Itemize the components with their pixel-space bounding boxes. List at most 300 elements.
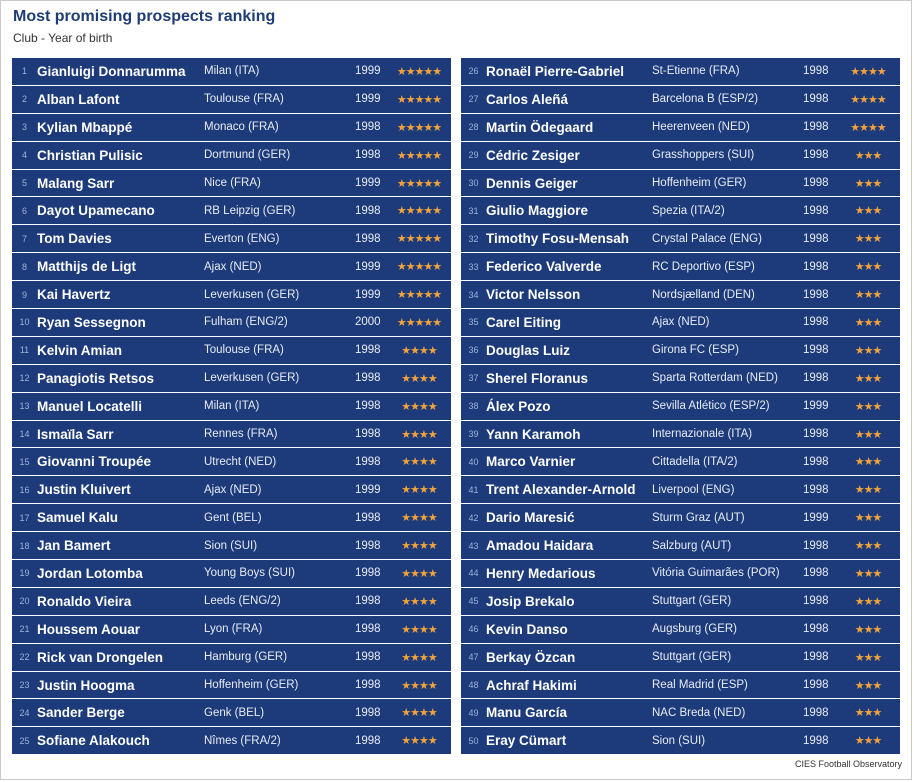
player-club: Stuttgart (GER) [652,595,732,608]
page-title: Most promising prospects ranking [13,8,276,25]
player-rank: 31 [468,205,479,216]
player-birth-year: 1998 [803,372,829,385]
player-name: Kylian Mbappé [37,119,133,135]
player-row [12,197,451,224]
player-birth-year: 1999 [803,400,829,413]
player-birth-year: 1999 [803,511,829,524]
player-club: Sion (SUI) [652,734,706,747]
star-rating-icon: ★★★★★ [396,121,442,134]
player-name: Cédric Zesiger [486,147,580,163]
player-club: Grasshoppers (SUI) [652,149,755,162]
player-row [12,672,451,699]
player-club: Milan (ITA) [204,65,260,78]
player-name: Eray Cümart [486,733,567,749]
star-rating-icon: ★★★★ [401,707,437,720]
player-rank: 34 [468,289,479,300]
player-birth-year: 1999 [355,177,381,189]
player-birth-year: 1998 [803,232,829,245]
star-rating-icon: ★★★ [854,261,882,274]
player-name: Kelvin Amian [37,342,123,358]
player-row [12,225,451,252]
player-rank: 32 [468,233,479,244]
player-club: Real Madrid (ESP) [652,679,748,692]
player-name: Houssem Aouar [37,621,141,637]
player-name: Kai Havertz [37,287,111,303]
player-rank: 24 [19,707,30,718]
player-club: Sturm Graz (AUT) [652,511,745,524]
player-name: Carlos Aleñá [486,91,569,107]
player-name: Yann Karamoh [486,426,581,442]
star-rating-icon: ★★★ [854,540,882,553]
player-birth-year: 1998 [803,539,829,552]
player-birth-year: 1998 [803,623,829,636]
player-birth-year: 1998 [803,260,829,273]
player-birth-year: 1998 [803,65,829,78]
player-row [12,504,451,531]
player-rank: 43 [468,540,479,551]
star-rating-icon: ★★★★ [401,567,437,580]
player-rank: 7 [21,233,27,244]
player-row [461,281,900,308]
player-name: Sofiane Alakouch [37,733,150,749]
player-birth-year: 1998 [803,177,829,189]
player-club: Toulouse (FRA) [204,93,284,106]
player-club: Stuttgart (GER) [652,651,732,664]
player-name: Dayot Upamecano [37,203,155,219]
player-club: Hoffenheim (GER) [652,177,747,189]
player-club: Ajax (NED) [204,483,262,496]
player-row [12,393,451,420]
player-club: Liverpool (ENG) [652,483,735,496]
player-club: Spezia (ITA/2) [652,204,725,217]
player-name: Kevin Danso [486,621,568,637]
player-birth-year: 1998 [803,455,829,468]
player-row [12,170,451,197]
player-name: Achraf Hakimi [486,677,577,693]
player-row [12,448,451,475]
player-birth-year: 1998 [803,316,829,329]
player-name: Alban Lafont [37,91,120,107]
player-row [461,58,900,85]
player-birth-year: 1998 [355,734,381,747]
star-rating-icon: ★★★★ [401,623,437,636]
player-birth-year: 1998 [355,706,381,719]
star-rating-icon: ★★★ [854,651,882,664]
player-birth-year: 1999 [355,65,381,78]
player-rank: 10 [19,317,30,328]
star-rating-icon: ★★★ [854,372,882,385]
player-name: Sherel Floranus [486,370,589,386]
player-club: Internazionale (ITA) [652,428,753,441]
star-rating-icon: ★★★★★ [396,65,442,78]
star-rating-icon: ★★★ [854,707,882,720]
player-birth-year: 1998 [355,344,381,357]
player-rank: 44 [468,568,479,579]
player-birth-year: 1998 [355,204,381,217]
player-name: Matthijs de Ligt [37,259,136,275]
player-rank: 45 [468,596,479,607]
player-name: Trent Alexander-Arnold [486,482,636,498]
player-name: Manu García [486,705,568,721]
player-rank: 22 [19,652,30,663]
player-name: Justin Kluivert [37,482,131,498]
player-rank: 48 [468,680,479,691]
star-rating-icon: ★★★★ [401,735,437,748]
player-club: Young Boys (SUI) [204,567,295,580]
player-birth-year: 1998 [803,706,829,719]
player-birth-year: 1998 [803,428,829,441]
player-row [461,644,900,671]
player-name: Álex Pozo [486,398,551,414]
player-birth-year: 1998 [355,623,381,636]
player-name: Berkay Özcan [486,649,576,665]
player-birth-year: 1998 [803,204,829,217]
player-rank: 30 [468,178,479,188]
player-row [461,476,900,503]
star-rating-icon: ★★★★ [401,484,437,497]
player-row [12,560,451,587]
player-birth-year: 1998 [803,344,829,357]
player-row [461,616,900,643]
star-rating-icon: ★★★ [854,205,882,218]
player-club: NAC Breda (NED) [652,706,746,719]
player-club: St-Etienne (FRA) [652,65,740,78]
player-name: Timothy Fosu-Mensah [486,231,630,247]
player-birth-year: 1998 [803,734,829,747]
star-rating-icon: ★★★ [854,177,882,190]
player-name: Rick van Drongelen [37,649,164,665]
player-row [12,337,451,364]
player-rank: 2 [21,94,27,105]
star-rating-icon: ★★★★★ [396,205,442,218]
player-name: Manuel Locatelli [37,398,143,414]
player-row [12,281,451,308]
player-club: Gent (BEL) [204,511,262,524]
player-rank: 6 [21,205,27,216]
player-birth-year: 1998 [803,288,829,301]
player-name: Victor Nelsson [486,287,581,303]
star-rating-icon: ★★★ [854,735,882,748]
player-rank: 9 [21,289,27,300]
player-rank: 27 [468,94,479,105]
star-rating-icon: ★★★ [854,149,882,162]
player-row [12,142,451,169]
player-club: Augsburg (GER) [652,623,738,636]
player-row [12,699,451,726]
player-birth-year: 1998 [355,567,381,580]
player-rank: 47 [468,652,479,663]
player-club: Everton (ENG) [204,232,280,245]
star-rating-icon: ★★★★ [401,428,437,441]
player-rank: 14 [19,429,30,440]
player-row [12,114,451,141]
player-club: Ajax (NED) [652,316,710,329]
star-rating-icon: ★★★★ [401,400,437,413]
player-name: Giovanni Troupée [37,454,152,470]
player-birth-year: 1998 [355,595,381,608]
player-birth-year: 1998 [355,232,381,245]
player-rank: 28 [468,122,479,133]
star-rating-icon: ★★★ [854,623,882,636]
player-name: Jan Bamert [37,538,111,554]
player-birth-year: 1999 [355,93,381,106]
player-row [461,448,900,475]
player-name: Jordan Lotomba [37,565,143,581]
player-row [12,421,451,448]
player-row [461,225,900,252]
player-club: RB Leipzig (GER) [204,204,296,217]
player-name: Ronaldo Vieira [37,593,132,609]
player-club: Toulouse (FRA) [204,344,284,357]
star-rating-icon: ★★★★ [401,651,437,664]
player-name: Marco Varnier [486,454,576,470]
player-club: Vitória Guimarães (POR) [652,567,780,580]
player-name: Henry Medarious [486,565,596,581]
star-rating-icon: ★★★ [854,679,882,692]
star-rating-icon: ★★★ [854,316,882,329]
star-rating-icon: ★★★★ [401,540,437,553]
player-name: Ronaël Pierre-Gabriel [486,63,625,79]
player-row [12,616,451,643]
player-birth-year: 1998 [355,149,381,162]
player-birth-year: 1999 [355,288,381,301]
page-subtitle: Club - Year of birth [13,31,113,45]
player-rank: 8 [21,261,27,272]
player-club: Sparta Rotterdam (NED) [652,372,778,385]
player-name: Justin Hoogma [37,677,135,693]
player-rank: 29 [468,150,479,161]
player-row [461,672,900,699]
player-rank: 40 [468,456,479,467]
player-name: Giulio Maggiore [486,203,589,219]
player-club: Ajax (NED) [204,260,262,273]
player-name: Douglas Luiz [486,342,570,358]
ranking-column-left [12,58,451,755]
player-rank: 4 [21,150,27,161]
player-row [461,365,900,392]
player-club: Girona FC (ESP) [652,344,739,357]
player-club: Dortmund (GER) [204,149,291,162]
star-rating-icon: ★★★★★ [396,233,442,246]
player-club: Leverkusen (GER) [204,372,300,385]
player-row [12,309,451,336]
player-rank: 26 [468,66,479,77]
player-club: Lyon (FRA) [204,623,263,636]
player-rank: 41 [468,484,479,495]
player-row [12,532,451,559]
player-rank: 38 [468,401,479,412]
player-row [461,504,900,531]
player-birth-year: 1999 [355,483,381,496]
star-rating-icon: ★★★★ [401,679,437,692]
player-name: Tom Davies [37,231,112,247]
star-rating-icon: ★★★★★ [396,316,442,329]
player-row [461,253,900,280]
star-rating-icon: ★★★ [854,595,882,608]
player-birth-year: 1998 [355,121,381,134]
player-name: Martin Ödegaard [486,119,594,135]
player-club: Rennes (FRA) [204,428,278,441]
star-rating-icon: ★★★ [854,512,882,525]
star-rating-icon: ★★★★ [850,121,886,134]
player-rank: 36 [468,345,479,356]
player-club: Nîmes (FRA/2) [204,734,281,747]
player-rank: 50 [468,735,479,746]
player-rank: 20 [19,596,30,607]
player-club: Sevilla Atlético (ESP/2) [652,400,770,413]
player-name: Josip Brekalo [486,593,575,609]
star-rating-icon: ★★★★ [850,93,886,106]
player-club: Sion (SUI) [204,539,258,552]
star-rating-icon: ★★★★★ [396,261,442,274]
player-row [461,532,900,559]
star-rating-icon: ★★★ [854,456,882,469]
player-rank: 23 [19,680,30,691]
player-rank: 46 [468,624,479,635]
player-rank: 49 [468,707,479,718]
player-row [461,699,900,726]
player-row [461,114,900,141]
player-club: Heerenveen (NED) [652,121,750,134]
player-club: Leeds (ENG/2) [204,595,281,608]
star-rating-icon: ★★★ [854,567,882,580]
player-club: Milan (ITA) [204,400,260,413]
player-birth-year: 1998 [355,428,381,441]
star-rating-icon: ★★★★★ [396,149,442,162]
player-rank: 17 [19,512,30,523]
player-club: Nordsjælland (DEN) [652,288,755,301]
player-rank: 13 [19,401,30,412]
player-name: Samuel Kalu [37,510,119,526]
star-rating-icon: ★★★★★ [396,177,442,190]
player-name: Gianluigi Donnarumma [37,63,186,79]
player-birth-year: 1998 [355,511,381,524]
player-name: Dennis Geiger [486,175,578,191]
player-birth-year: 1998 [803,679,829,692]
player-birth-year: 1998 [803,121,829,134]
player-rank: 33 [468,261,479,272]
star-rating-icon: ★★★★ [401,512,437,525]
player-row [461,197,900,224]
player-row [461,86,900,113]
star-rating-icon: ★★★★ [850,65,886,78]
star-rating-icon: ★★★★ [401,372,437,385]
player-birth-year: 1998 [355,539,381,552]
player-club: RC Deportivo (ESP) [652,260,755,273]
player-row [12,86,451,113]
player-name: Christian Pulisic [37,147,143,163]
player-name: Federico Valverde [486,259,602,275]
player-rank: 18 [19,540,30,551]
star-rating-icon: ★★★★★ [396,93,442,106]
player-rank: 5 [21,178,27,188]
player-club: Nice (FRA) [204,177,261,189]
star-rating-icon: ★★★ [854,344,882,357]
player-name: Amadou Haidara [486,538,594,554]
star-rating-icon: ★★★ [854,428,882,441]
player-name: Panagiotis Retsos [37,370,155,386]
player-row [461,393,900,420]
star-rating-icon: ★★★★ [401,456,437,469]
player-row [12,727,451,754]
player-club: Utrecht (NED) [204,455,277,468]
player-row [12,476,451,503]
player-birth-year: 2000 [355,316,381,329]
player-rank: 15 [19,456,30,467]
player-row [12,58,451,85]
player-birth-year: 1998 [355,455,381,468]
player-rank: 16 [19,484,30,495]
player-club: Leverkusen (GER) [204,288,300,301]
player-row [12,588,451,615]
player-birth-year: 1998 [803,595,829,608]
player-rank: 19 [19,568,30,579]
player-row [461,421,900,448]
player-row [461,588,900,615]
player-club: Barcelona B (ESP/2) [652,93,759,106]
player-birth-year: 1999 [355,260,381,273]
player-club: Hoffenheim (GER) [204,679,299,692]
player-rank: 25 [19,735,30,746]
player-club: Crystal Palace (ENG) [652,232,762,245]
star-rating-icon: ★★★ [854,484,882,497]
player-row [461,309,900,336]
player-rank: 42 [468,512,479,523]
player-birth-year: 1998 [803,567,829,580]
player-name: Malang Sarr [37,175,115,191]
ranking-column-right [461,58,900,755]
player-club: Fulham (ENG/2) [204,316,288,329]
player-birth-year: 1998 [355,400,381,413]
player-name: Ryan Sessegnon [37,314,146,330]
player-name: Carel Eiting [486,314,562,330]
player-name: Dario Maresić [486,510,575,526]
player-rank: 11 [19,345,30,356]
player-club: Monaco (FRA) [204,121,279,134]
player-birth-year: 1998 [355,651,381,664]
player-row [461,142,900,169]
player-rank: 12 [19,373,30,384]
player-birth-year: 1998 [803,93,829,106]
player-rank: 1 [21,66,27,77]
player-club: Genk (BEL) [204,706,265,719]
player-rank: 35 [468,317,479,328]
player-birth-year: 1998 [803,651,829,664]
player-birth-year: 1998 [803,483,829,496]
player-row [12,365,451,392]
star-rating-icon: ★★★ [854,233,882,246]
player-rank: 39 [468,429,479,440]
star-rating-icon: ★★★★ [401,344,437,357]
star-rating-icon: ★★★★★ [396,289,442,302]
player-row [461,170,900,197]
player-row [461,727,900,754]
player-row [461,560,900,587]
player-rank: 37 [468,373,479,384]
player-birth-year: 1998 [355,372,381,385]
player-club: Cittadella (ITA/2) [652,455,738,468]
star-rating-icon: ★★★ [854,289,882,302]
player-birth-year: 1998 [803,149,829,162]
player-rank: 21 [19,624,30,635]
player-rank: 3 [21,122,27,133]
source-credit: CIES Football Observatory [794,759,902,769]
star-rating-icon: ★★★★ [401,595,437,608]
player-row [12,253,451,280]
player-row [461,337,900,364]
player-club: Hamburg (GER) [204,651,288,664]
player-club: Salzburg (AUT) [652,539,732,552]
